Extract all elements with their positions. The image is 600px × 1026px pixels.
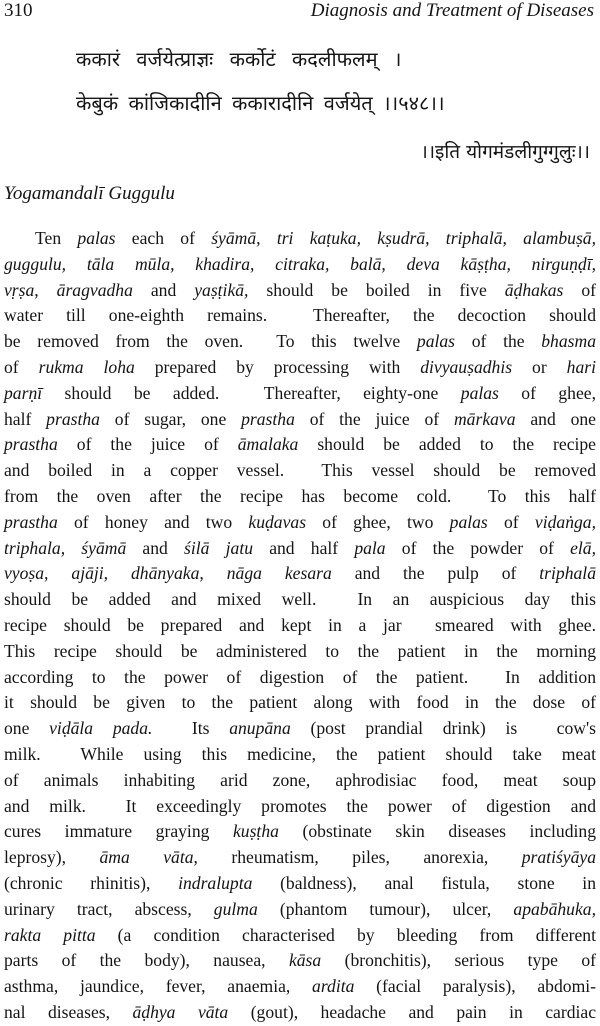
- running-head: Diagnosis and Treatment of Diseases: [310, 0, 594, 21]
- text-run: of: [4, 356, 39, 377]
- text-line: [4, 1000, 596, 1026]
- italic-term: kuṣṭha: [232, 821, 279, 842]
- text-run: water till one-eighth remains. Thereafter, the decoction should: [4, 305, 596, 326]
- italic-term: mārkava: [453, 408, 516, 429]
- text-line: [4, 690, 596, 716]
- text-line: [4, 639, 596, 665]
- italic-term: āḍhakas: [504, 279, 564, 300]
- text-line: [4, 278, 596, 304]
- text-run: should be boiled in five: [248, 279, 505, 300]
- italic-term: rukma loha: [38, 356, 135, 377]
- italic-term: palas: [416, 331, 456, 352]
- text-line: [4, 381, 596, 407]
- text-run: (obstinate skin diseases including: [278, 821, 596, 842]
- italic-term: śyāmā, tri kaṭuka, kṣudrā, triphalā, alambuṣā,: [211, 228, 596, 248]
- text-run: of sugar, one: [99, 408, 242, 429]
- text-line: [4, 252, 596, 278]
- text-run: of: [487, 511, 535, 532]
- italic-term: pratiśyāya: [521, 847, 597, 868]
- italic-term: kuḍavas: [248, 511, 307, 532]
- text-run: Ten: [35, 228, 78, 248]
- text-run: of honey and two: [57, 511, 249, 532]
- text-run: (baldness), anal fistula, stone in: [252, 872, 596, 893]
- text-run: prepared by processing with: [134, 356, 421, 377]
- italic-term: anupāna: [229, 718, 291, 739]
- text-run: one: [4, 718, 50, 739]
- text-run: (phantom tumour), ulcer,: [257, 898, 514, 919]
- text-run: and the pulp of: [331, 563, 540, 584]
- text-run: from the oven after the recipe has become cold. To this half: [4, 485, 596, 506]
- italic-term: vyoṣa, ajāji, dhānyaka, nāga kesara: [4, 563, 332, 584]
- text-line: [4, 768, 596, 794]
- italic-term: yaṣṭikā,: [194, 279, 249, 300]
- body-paragraph: [4, 226, 596, 1026]
- text-run: milk. While using this medicine, the patient should take meat: [4, 743, 596, 764]
- text-line: [4, 613, 596, 639]
- text-run: (chronic rhinitis),: [4, 872, 179, 893]
- italic-term: palas: [449, 511, 488, 532]
- italic-term: āmalaka: [237, 434, 299, 455]
- text-run: (facial paralysis), abdomi-: [354, 976, 597, 997]
- text-line: [4, 407, 596, 433]
- text-line: [4, 458, 596, 484]
- text-line: [4, 226, 596, 252]
- text-run: it should be given to the patient along with food in the dose of: [4, 692, 596, 713]
- italic-term: triphalā: [539, 563, 596, 584]
- text-line: [4, 484, 596, 510]
- text-run: of ghee, two: [306, 511, 450, 532]
- italic-term: prastha: [4, 434, 58, 455]
- text-line: [4, 819, 596, 845]
- text-run: (gout), headache and pain in cardiac: [228, 1001, 596, 1022]
- text-run: or: [512, 356, 567, 377]
- italic-term: triphala, śyāmā: [4, 537, 127, 558]
- italic-term: gulma: [213, 898, 258, 919]
- text-line: [4, 871, 596, 897]
- text-line: [4, 948, 596, 974]
- sanskrit-verse-line-1: ककारं वर्जयेत्प्राज्ञः कर्कोटं कदलीफलम् ।: [76, 47, 402, 71]
- text-run: of ghee,: [498, 382, 596, 403]
- italic-term: parṇī: [4, 382, 43, 403]
- sanskrit-colophon: ।।इति योगमंडलीगुग्गुलुः।।: [420, 141, 590, 163]
- italic-term: vṛṣa, āragvadha: [4, 279, 133, 300]
- text-line: [4, 536, 596, 562]
- italic-term: śilā jatu: [184, 537, 254, 558]
- text-run: Its: [152, 718, 230, 739]
- italic-term: palas: [77, 228, 116, 248]
- text-run: and boiled in a copper vessel. This vessel should be removed: [4, 460, 596, 481]
- section-title: Yogamandalī Guggulu: [4, 183, 175, 204]
- text-run: of animals inhabiting arid zone, aphrodisiac food, meat soup: [4, 769, 596, 790]
- italic-term: viḍāla pada.: [49, 718, 153, 739]
- text-run: (bronchitis), serious type of: [321, 950, 596, 971]
- text-run: according to the power of digestion of the patient. In addition: [4, 666, 596, 687]
- text-line: [4, 432, 596, 458]
- text-run: cures immature graying: [4, 821, 233, 842]
- text-run: and one: [515, 408, 596, 429]
- text-line: [4, 329, 596, 355]
- sanskrit-verse-line-2: केबुकं कांजिकादीनि ककारादीनि वर्जयेत् ।।५४८।।: [76, 91, 445, 115]
- text-line: [4, 923, 596, 949]
- page-header: [4, 0, 594, 24]
- italic-term: hari: [566, 356, 596, 377]
- text-line: [4, 897, 596, 923]
- text-run: and milk. It exceedingly promotes the power of digestion and: [4, 795, 596, 816]
- page-number: 310: [4, 0, 33, 21]
- text-run: of the powder of: [385, 537, 571, 558]
- italic-term: āma vāta,: [99, 847, 198, 868]
- text-run: asthma, jaundice, fever, anaemia,: [4, 976, 313, 997]
- text-line: [4, 303, 596, 329]
- text-run: nal diseases,: [4, 1001, 133, 1022]
- text-run: This recipe should be administered to the patient in the morning: [4, 640, 596, 661]
- italic-term: pala: [354, 537, 386, 558]
- italic-term: indralupta: [178, 872, 253, 893]
- italic-term: palas: [460, 382, 499, 403]
- text-line: [4, 974, 596, 1000]
- text-line: [4, 665, 596, 691]
- text-run: of the: [455, 331, 542, 352]
- italic-term: guggulu, tāla mūla, khadira, citraka, balā, deva kāṣṭha, nirguṇḍī,: [4, 253, 596, 274]
- text-run: (post prandial drink) is cow's: [290, 718, 596, 739]
- text-run: of: [563, 279, 596, 300]
- italic-term: viḍaṅga,: [534, 511, 596, 532]
- text-run: should be added to the recipe: [298, 434, 596, 455]
- italic-term: divyauṣadhis: [420, 356, 513, 377]
- text-run: be removed from the oven. To this twelve: [4, 331, 417, 352]
- italic-term: āḍhya vāta: [132, 1001, 229, 1022]
- text-run: should be added. Thereafter, eighty-one: [42, 382, 461, 403]
- text-line: [4, 561, 596, 587]
- text-run: parts of the body), nausea,: [4, 950, 289, 971]
- italic-term: rakta pitta: [4, 924, 96, 945]
- italic-term: kāsa: [288, 950, 322, 971]
- text-line: [4, 716, 596, 742]
- text-run: each of: [115, 228, 212, 248]
- text-run: of the juice of: [294, 408, 454, 429]
- text-line: [4, 510, 596, 536]
- text-run: and: [126, 537, 185, 558]
- text-run: leprosy),: [4, 847, 100, 868]
- text-run: should be added and mixed well. In an auspicious day this: [4, 589, 596, 610]
- italic-term: prastha: [4, 511, 58, 532]
- text-run: recipe should be prepared and kept in a jar smeared with ghee.: [4, 614, 596, 635]
- italic-term: apabāhuka,: [513, 898, 596, 919]
- text-run: of the juice of: [57, 434, 238, 455]
- text-run: urinary tract, abscess,: [4, 898, 214, 919]
- italic-term: bhasma: [541, 331, 596, 352]
- text-line: [4, 742, 596, 768]
- text-run: and half: [253, 537, 355, 558]
- italic-term: prastha: [46, 408, 100, 429]
- italic-term: elā,: [570, 537, 597, 558]
- italic-term: ardita: [312, 976, 355, 997]
- text-line: [4, 587, 596, 613]
- text-run: half: [4, 408, 47, 429]
- text-run: rheumatism, piles, anorexia,: [197, 847, 522, 868]
- text-run: and: [132, 279, 195, 300]
- italic-term: prastha: [241, 408, 295, 429]
- text-line: [4, 794, 596, 820]
- text-line: [4, 845, 596, 871]
- text-run: (a condition characterised by bleeding from different: [95, 924, 596, 945]
- text-line: [4, 355, 596, 381]
